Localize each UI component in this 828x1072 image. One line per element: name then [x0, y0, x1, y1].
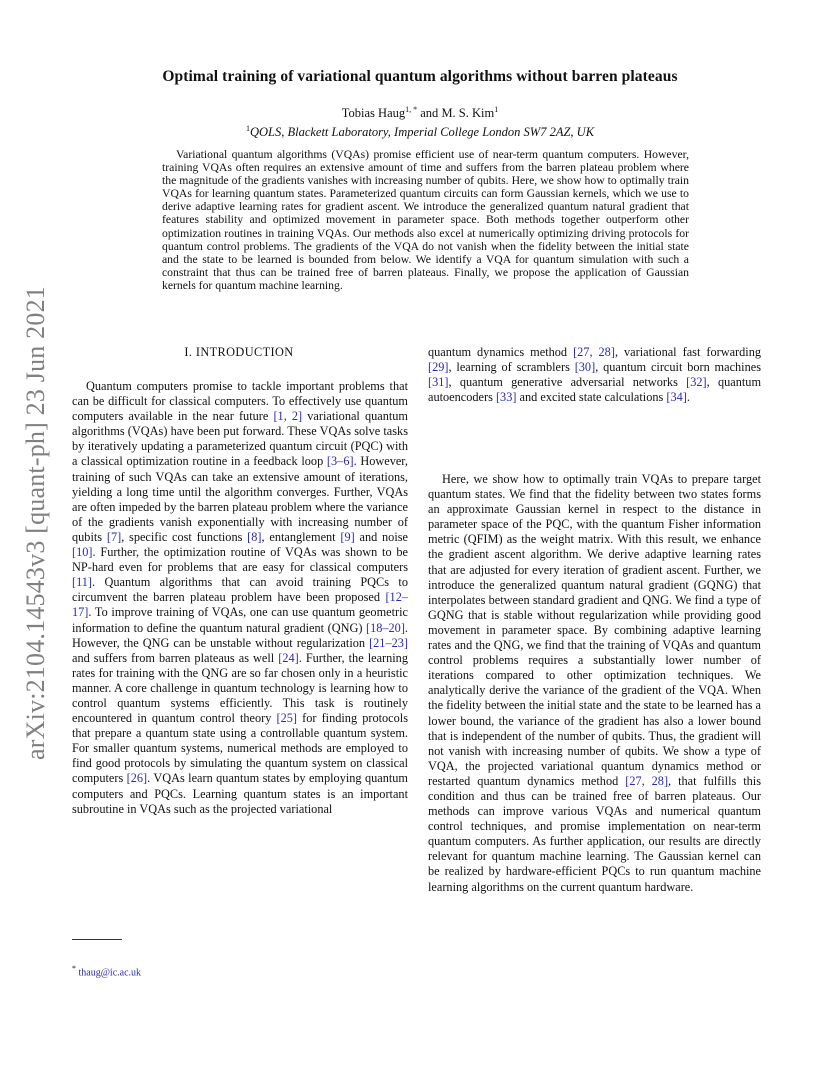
left-column	[72, 379, 408, 817]
author-affil-mark: 1, *	[405, 105, 418, 114]
arxiv-identifier[interactable]: arXiv:2104.14543v3 [quant-ph] 23 Jun 2021	[21, 286, 50, 760]
email-link[interactable]: thaug@ic.ac.uk	[78, 967, 142, 979]
citation-link[interactable]: [3–6]	[326, 454, 354, 469]
citation-link[interactable]: [1, 2]	[273, 409, 303, 424]
abstract: Variational quantum algorithms (VQAs) promise efficient use of near-term quantum computers. However, training VQAs often requires an extensive amount of time and suffers from the barren plateau problem where the magnitude of the gradients vanishes with increasing number of qubits. Here, we show how to optimally train VQAs for learning quantum states. Parameterized quantum circuits can form Gaussian kernels, which we use to derive adaptive learning rates for gradient ascent. We introduce the generalized quantum natural gradient that features stability and optimized movement in parameter space. Both methods together outperform other optimization routines in training VQAs. Our methods also excel at numerically optimizing driving protocols for quantum control problems. The gradients of the VQA do not vanish when the fidelity between the initial state and the state to be learned is bounded from below. We identify a VQA for quantum simulation with such a constraint that thus can be trained free of barren plateaus. Finally, we propose the application of Gaussian kernels for quantum machine learning.	[162, 148, 689, 292]
intro-paragraph: Here, we show how to optimally train VQAs to prepare target quantum states. We find that the fidelity between two states forms an approximate Gaussian kernel in respect to the distance in parameter space of the PQC, with the quantum Fisher information metric (QFIM) as the weight matrix. With this result, we enhance the gradient ascent algorithm. We derive adaptive learning rates that are adjusted for every iteration of gradient ascent. Further, we introduce the generalized quantum natural gradient (GQNG) that interpolates between standard gradient and QNG. We find a type of GQNG that is stable without regularization while providing good movement in parameter space. By combining adaptive learning rates and the QNG, we find that the training of VQAs and quantum control problems requires a substantially lower number of iterations compared to other optimization techniques. We analytically derive the variance of the gradient of the VQA. When the fidelity between the initial state and the state to be learned has a lower bound, the variance of the gradient has also a lower bound that is independent of the number of qubits. Thus, the gradient will not vanish with increasing number of qubits. We show a type of VQA, the projected variational quantum dynamics method or restarted quantum dynamics method [27, 28], that fulfills this condition and thus can be trained free of barren plateaus. Our methods can improve various VQAs and numerical quantum control techniques, and promise implementation on near-term quantum computers. As further application, our results are directly relevant for quantum machine learning. The Gaussian kernel can be realized by hardware-efficient PQCs to run quantum machine learning algorithms on the current quantum hardware.	[428, 472, 761, 894]
intro-paragraph: Quantum computers promise to tackle important problems that can be difficult for classical computers. To effectively use quantum computers available in the near future [1, 2] variational quantum algorithms (VQAs) have been put forward. These VQAs solve tasks by iteratively updating a parameterized quantum circuit (PQC) with a classical optimization routine in a feedback loop [3–6]. However, training of such VQAs can take an extensive amount of iterations, yielding a long time until the algorithm converges. Further, VQAs are often impeded by the barren plateau problem where the variance of the gradients vanish exponentially with increasing number of qubits [7], specific cost functions [8], entanglement [9] and noise [10]. Further, the optimization routine of VQAs was shown to be NP-hard even for problems that are easy for classical computers [11]. Quantum algorithms that can avoid training PQCs to circumvent the barren plateau problem have been proposed [12–17]. To improve training of VQAs, one can use quantum geometric information to define the quantum natural gradient (QNG) [18–20]. However, the QNG can be unstable without regularization [21–23] and suffers from barren plateaus as well [24]. Further, the learning rates for training with the QNG are so far chosen only in a heuristic manner. A core challenge in quantum technology is learning how to control quantum systems efficiently. This task is routinely encountered in quantum control theory [25] for finding protocols that prepare a quantum state using a controllable quantum system. For smaller quantum systems, numerical methods are employed to find good protocols by simulating the quantum system on classical computers [26]. VQAs learn quantum states by employing quantum computers and PQCs. Learning quantum states is an important subroutine in VQAs such as the projected variational	[72, 379, 408, 816]
citation-link[interactable]: [34]	[666, 390, 687, 405]
citation-link[interactable]: [24]	[278, 650, 299, 665]
citation-link[interactable]: [9]	[340, 529, 355, 544]
citation-link[interactable]: [11]	[72, 575, 93, 590]
citation-link[interactable]: [27, 28]	[573, 345, 615, 359]
footnote-rule	[72, 939, 122, 940]
citation-link[interactable]: [27, 28]	[625, 773, 669, 788]
arxiv-stamp	[6, 288, 66, 758]
author-conjunction: and	[417, 106, 442, 121]
citation-link[interactable]: [32]	[686, 375, 707, 390]
citation-link[interactable]: [29]	[428, 360, 449, 375]
right-column-continuation	[428, 345, 761, 405]
citation-link[interactable]: [30]	[574, 360, 596, 375]
section-heading-introduction: I. INTRODUCTION	[184, 345, 294, 359]
citation-link[interactable]: [10]	[72, 545, 93, 560]
footnote	[72, 964, 141, 978]
author-name: Tobias Haug	[341, 106, 406, 121]
citation-link[interactable]: [18–20]	[365, 620, 405, 635]
citation-link[interactable]: [21–23]	[369, 635, 408, 650]
citation-link[interactable]: [7]	[106, 529, 122, 544]
citation-link[interactable]: [31]	[428, 375, 449, 390]
affiliation-text: QOLS, Blackett Laboratory, Imperial College London SW7 2AZ, UK	[249, 125, 595, 140]
affiliation-mark: 1	[245, 124, 250, 133]
author-line	[60, 105, 780, 121]
right-column-main	[428, 472, 761, 895]
footnote-mark: *	[72, 964, 76, 973]
citation-link[interactable]: [12–17]	[72, 590, 408, 620]
citation-link[interactable]: [8]	[247, 529, 262, 544]
affiliation	[60, 124, 780, 140]
author-name: M. S. Kim	[441, 106, 495, 121]
intro-paragraph-continued: quantum dynamics method [27, 28], variational fast forwarding [29], learning of scramblers [30], quantum circuit born machines [31], quantum generative adversarial networks [32], quantum autoencoders [33] and excited state calculations [34].	[428, 345, 762, 405]
citation-link[interactable]: [26]	[126, 771, 148, 786]
paper-title: Optimal training of variational quantum algorithms without barren plateaus	[162, 68, 678, 85]
author-affil-mark: 1	[494, 105, 499, 114]
citation-link[interactable]: [25]	[276, 711, 298, 726]
citation-link[interactable]: [33]	[495, 390, 517, 405]
